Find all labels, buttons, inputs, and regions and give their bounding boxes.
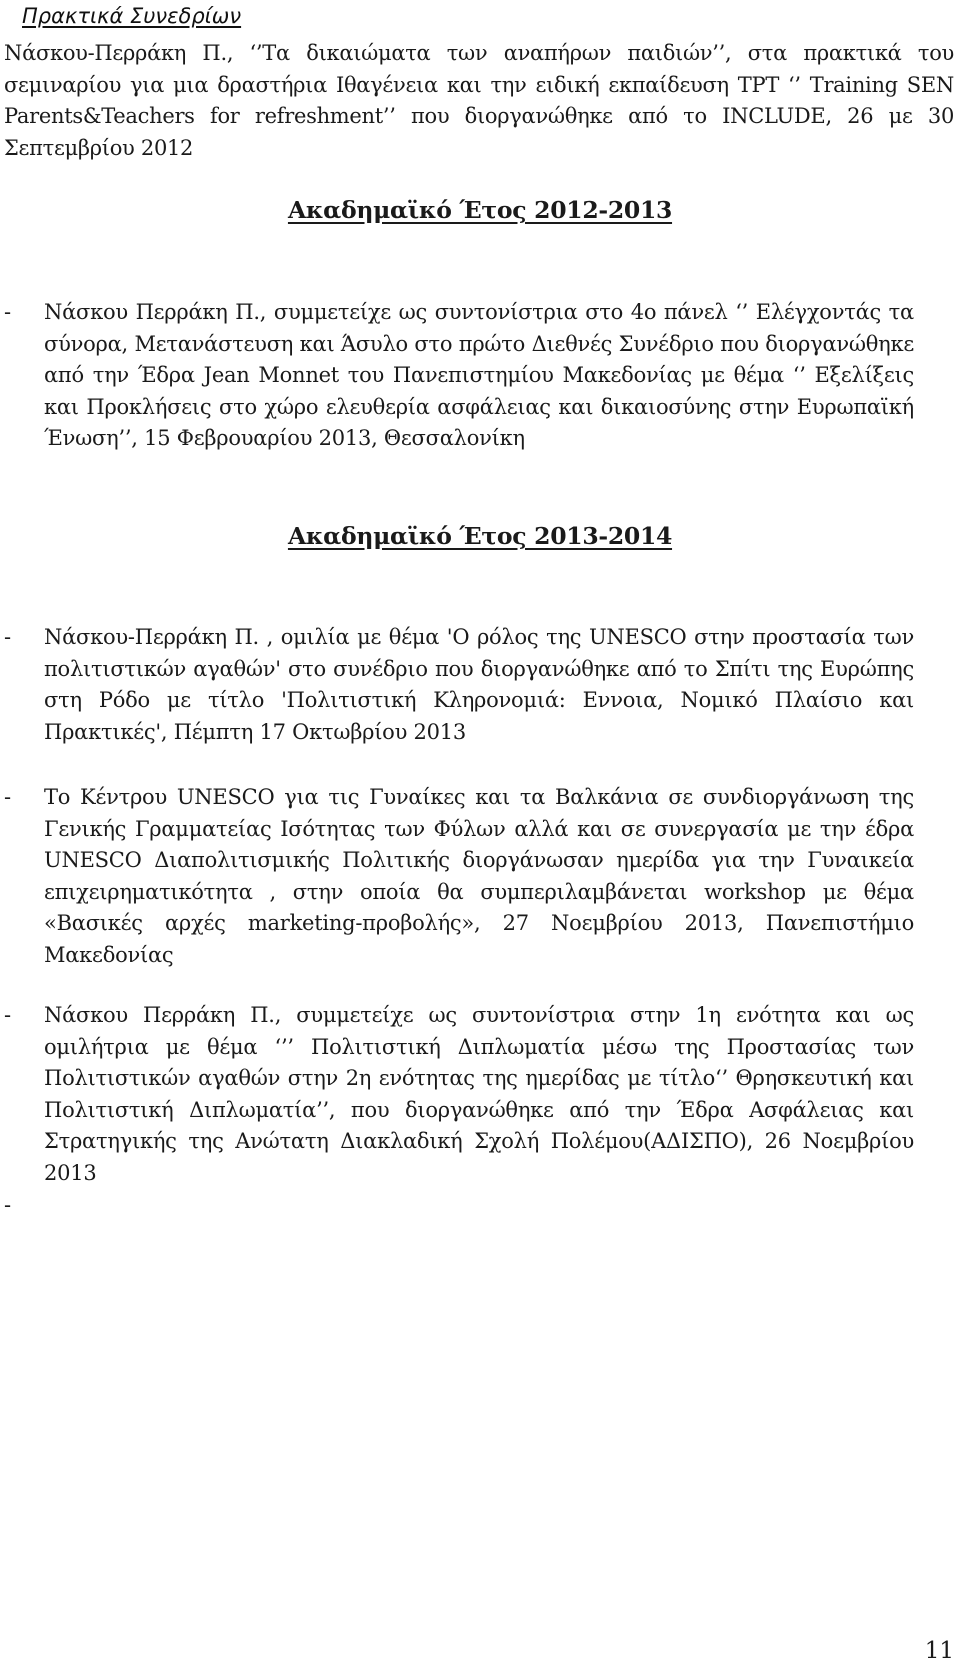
list-item-text: Το Κέντρου UNESCO για τις Γυναίκες και τα Βαλκάνια σε συνδιοργάνωση της Γενικής Γραμματείας Ισότητας των Φύλων αλλά και σε συνεργασία με την έδρα UNESCO Διαπολιτισμικής Πολιτικής διοργάνωσαν ημερίδα για την Γυναικεία επιχειρηματικότητα , στην οποία θα συμπεριλαμβάνεται workshop με θέμα «Βασικές αρχές marketing-προβολής», 27 Νοεμβρίου 2013, Πανεπιστήμιο Μακεδονίας: [44, 785, 914, 967]
list-item-text: Νάσκου Περράκη Π., συμμετείχε ως συντονίστρια στο 4ο πάνελ ‘’ Ελέγχοντάς τα σύνορα, Μετανάστευση και Άσυλο στο πρώτο Διεθνές Συνέδριο που διοργανώθηκε από την Έδρα Jean Monnet του Πανεπιστημίου Μακεδονίας με θέμα ‘’ Εξελίξεις και Προκλήσεις στο χώρο ελευθερία ασφάλειας και δικαιοσύνης στην Ευρωπαϊκή Ένωση’’, 15 Φεβρουαρίου 2013, Θεσσαλονίκη: [44, 300, 914, 450]
section-title: Πρακτικά Συνεδρίων: [22, 4, 242, 28]
list-item-text: Νάσκου-Περράκη Π. , ομιλία με θέμα 'Ο ρόλος της UNESCO στην προστασία των πολιτιστικών αγαθών' στο συνέδριο που διοργανώθηκε από το Σπίτι της Ευρώπης στη Ρόδο με τίτλο 'Πολιτιστική Κληρονομιά: Εννοια, Νομικό Πλαίσιο και Πρακτικές', Πέμπτη 17 Οκτωβρίου 2013: [44, 625, 914, 744]
list-bullet: -: [4, 1193, 12, 1217]
academic-year-heading-2013-2014: Ακαδημαϊκό Έτος 2013-2014: [287, 522, 673, 550]
list-bullet: -: [4, 785, 12, 809]
list-bullet: -: [4, 300, 12, 324]
academic-year-heading-2012-2013: Ακαδημαϊκό Έτος 2012-2013: [287, 196, 673, 224]
list-bullet: -: [4, 625, 12, 649]
list-item: [4, 622, 914, 748]
intro-paragraph: Νάσκου-Περράκη Π., ‘’Τα δικαιώματα των αναπήρων παιδιών’’, στα πρακτικά του σεμιναρίου για μια δραστήρια Ιθαγένεια και την ειδική εκπαίδευση TPT ‘’ Training SEN Parents&Teachers for refreshment’’ που διοργανώθηκε από το INCLUDE, 26 με 30 Σεπτεμβρίου 2012: [4, 41, 954, 160]
list-item-text: Νάσκου Περράκη Π., συμμετείχε ως συντονίστρια στην 1η ενότητα και ως ομιλήτρια με θέμα ‘’’ Πολιτιστική Διπλωματία μέσω της Προστασίας των Πολιτιστικών αγαθών στην 2η ενότητας της ημερίδας με τίτλο‘’ Θρησκευτική και Πολιτιστική Διπλωματία’’, που διοργανώθηκε από την Έδρα Ασφάλειας και Στρατηγικής της Ανώτατη Διακλαδική Σχολή Πολέμου(ΑΔΙΣΠΟ), 26 Νοεμβρίου 2013: [44, 1003, 914, 1185]
list-item: [4, 1000, 914, 1189]
page-number: 11: [924, 1638, 954, 1664]
list-bullet: -: [4, 1003, 12, 1027]
list-item: [4, 297, 914, 455]
list-item: [4, 782, 914, 971]
